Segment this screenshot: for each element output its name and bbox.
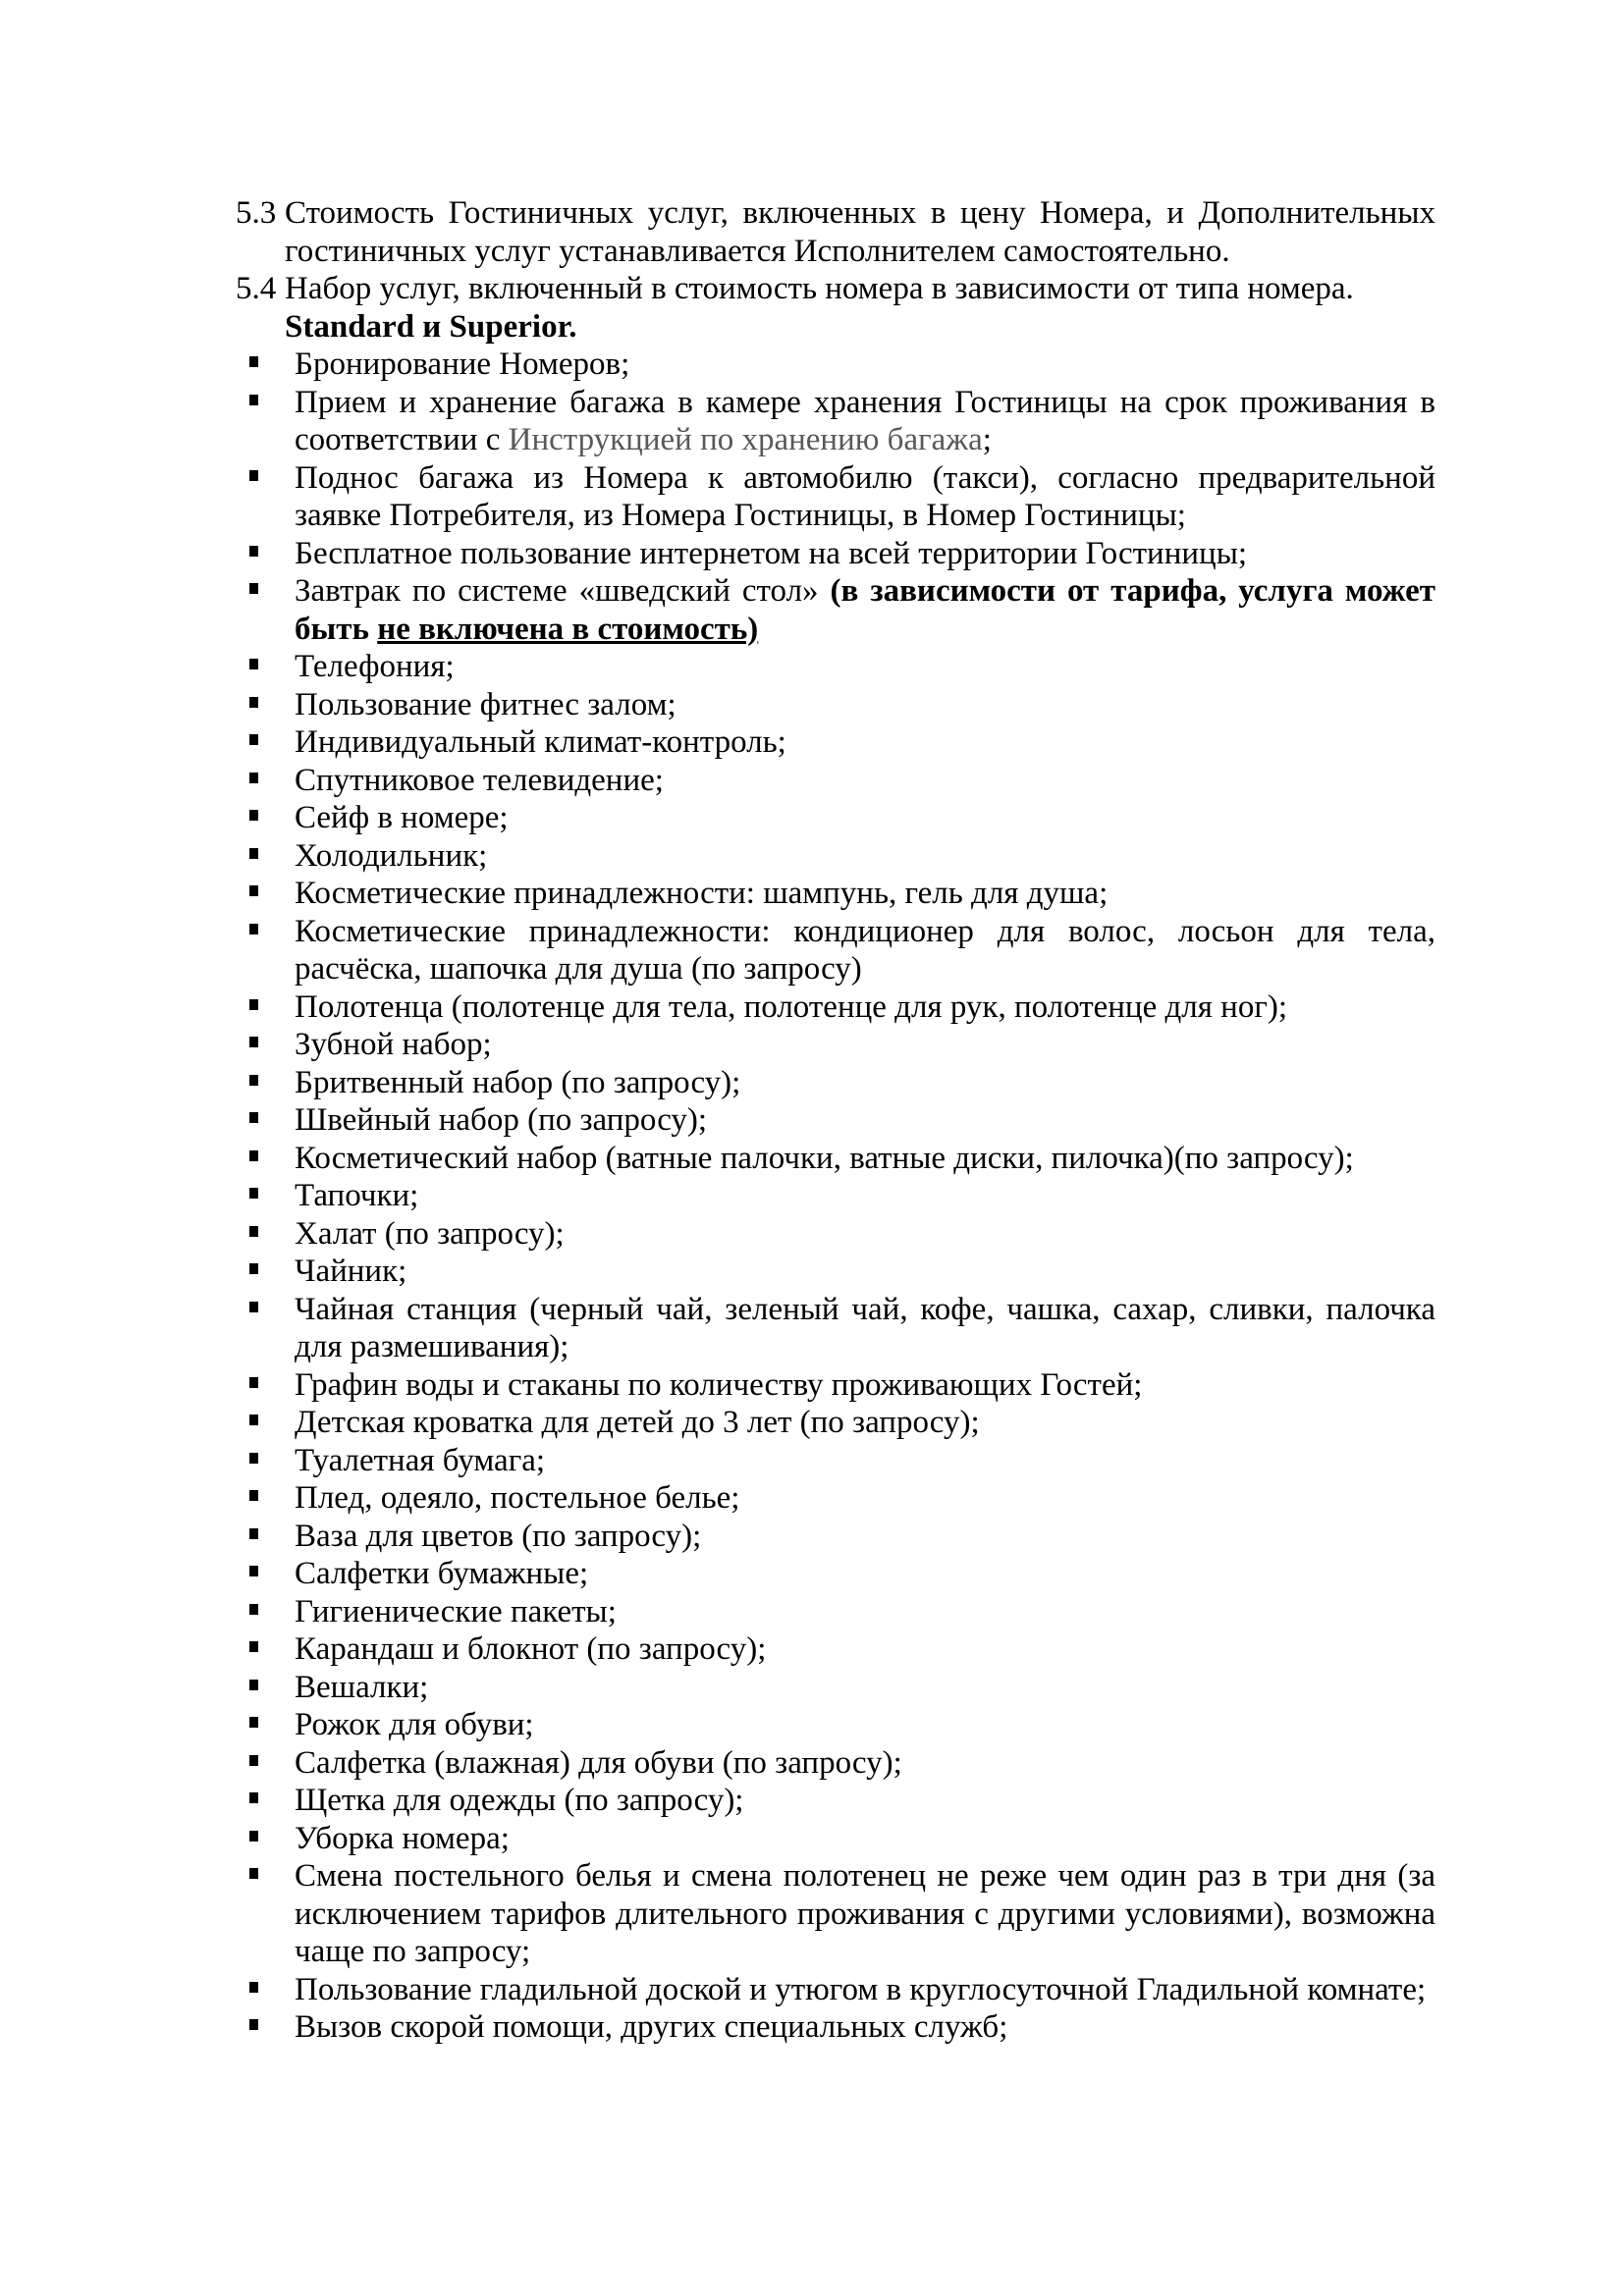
services-list — [236, 346, 1435, 648]
bullet-icon — [249, 1604, 258, 1615]
bullet-icon — [249, 1377, 258, 1388]
bullet-icon — [249, 1641, 258, 1652]
list-item — [236, 648, 1435, 686]
list-item — [236, 1518, 1435, 1556]
breakfast-note: (в зависимости от тарифа, услуга может быть — [295, 573, 1435, 647]
item-text: Смена постельного белья и смена полотенец не реже чем один раз в три дня (за исключением тарифов длительного проживания с другими условиями), возможна чаще по запросу; — [295, 1858, 1435, 1969]
breakfast-note-underlined: не включена в стоимость) — [377, 611, 759, 647]
list-item — [236, 1291, 1435, 1366]
luggage-instructions-link[interactable]: Инструкцией по хранению багажа — [508, 422, 983, 457]
item-text: ; — [982, 422, 992, 457]
item-text: Косметические принадлежности: кондиционер для волос, лосьон для тела, расчёска, шапочка для душа (по запросу) — [295, 913, 1435, 987]
item-text: Вешалки; — [295, 1669, 429, 1705]
item-text: Графин воды и стаканы по количеству проживающих Гостей; — [295, 1366, 1143, 1403]
item-text: Косметический набор (ватные палочки, ватные диски, пилочка)(по запросу); — [295, 1140, 1354, 1176]
item-text: Тапочки; — [295, 1178, 419, 1213]
list-item — [236, 799, 1435, 837]
list-item — [236, 875, 1435, 913]
list-item — [236, 1479, 1435, 1518]
list-item — [236, 1744, 1435, 1783]
item-text: Косметические принадлежности: шампунь, гель для душа; — [295, 876, 1109, 911]
bullet-icon — [249, 1037, 258, 1047]
section-number: 5.3 — [236, 195, 277, 231]
bullet-icon — [249, 697, 258, 708]
bullet-icon — [249, 1112, 258, 1123]
item-text: Вызов скорой помощи, других специальных служб; — [295, 2009, 1008, 2045]
item-text: Холодильник; — [295, 837, 488, 874]
item-text: Рожок для обуви; — [295, 1707, 534, 1742]
list-item — [236, 1253, 1435, 1291]
list-item — [236, 1706, 1435, 1744]
list-item — [236, 762, 1435, 800]
list-item — [236, 1140, 1435, 1178]
bullet-icon — [249, 1792, 258, 1803]
list-item — [236, 1669, 1435, 1707]
bullet-icon — [249, 734, 258, 745]
item-text: Полотенца (полотенце для тела, полотенце для рук, полотенце для ног); — [295, 988, 1288, 1025]
item-text: Бритвенный набор (по запросу); — [295, 1064, 741, 1100]
item-text: Бронирование Номеров; — [295, 347, 630, 382]
bullet-icon — [249, 583, 258, 594]
bullet-icon — [249, 2019, 258, 2030]
item-text: Прием и хранение багажа в камере хранения Гостиницы на срок проживания в соответствии с — [295, 384, 1435, 457]
list-item — [236, 2008, 1435, 2047]
bullet-icon — [249, 773, 258, 783]
bullet-icon — [249, 1868, 258, 1879]
bullet-icon — [249, 810, 258, 821]
item-text: Сейф в номере; — [295, 800, 509, 835]
list-item — [236, 1064, 1435, 1102]
list-item — [236, 913, 1435, 988]
item-text: Халат (по запросу); — [295, 1215, 565, 1252]
bullet-icon — [249, 395, 258, 405]
list-item — [236, 1857, 1435, 1971]
bullet-icon — [249, 1415, 258, 1425]
list-item — [236, 1177, 1435, 1215]
list-item — [236, 1366, 1435, 1405]
item-text: Индивидуальный климат-контроль; — [295, 724, 786, 760]
list-item — [236, 572, 1435, 648]
bullet-icon — [249, 1680, 258, 1690]
item-text: Плед, одеяло, постельное белье; — [295, 1480, 740, 1516]
item-text: Телефония; — [295, 649, 455, 684]
list-item — [236, 837, 1435, 876]
bullet-icon — [249, 1226, 258, 1237]
item-text: Щетка для одежды (по запросу); — [295, 1783, 744, 1818]
list-item — [236, 1782, 1435, 1820]
list-item — [236, 1593, 1435, 1631]
section-text: Стоимость Гостиничных услуг, включенных в цену Номера, и Дополнительных гостиничных услуг устанавливается Исполнителем самостоятельно. — [285, 195, 1435, 269]
bullet-icon — [249, 1453, 258, 1464]
list-item — [236, 1026, 1435, 1064]
item-text: Спутниковое телевидение; — [295, 762, 664, 798]
list-item — [236, 1215, 1435, 1254]
item-text: Бесплатное пользование интернетом на всей территории Гостиницы; — [295, 535, 1248, 571]
item-text: Салфетка (влажная) для обуви (по запросу); — [295, 1744, 902, 1781]
item-text: Швейный набор (по запросу); — [295, 1102, 708, 1138]
bullet-icon — [249, 546, 258, 557]
list-item — [236, 723, 1435, 762]
item-text: Гигиенические пакеты; — [295, 1593, 617, 1629]
item-text: Поднос багажа из Номера к автомобилю (такси), согласно предварительной заявке Потребителя, из Номера Гостиницы, в Номер Гостиницы; — [295, 459, 1435, 533]
bullet-icon — [249, 1302, 258, 1312]
list-item — [236, 384, 1435, 459]
item-text: Пользование гладильной доской и утюгом в круглосуточной Гладильной комнате; — [295, 1971, 1427, 2007]
list-item — [236, 1820, 1435, 1858]
section-text: Набор услуг, включенный в стоимость номера в зависимости от типа номера. — [285, 271, 1354, 306]
item-text: Детская кроватка для детей до 3 лет (по запросу); — [295, 1405, 980, 1440]
section-5-3 — [236, 194, 1435, 270]
bullet-icon — [249, 1566, 258, 1576]
bullet-icon — [249, 1982, 258, 1993]
item-text: Салфетки бумажные; — [295, 1556, 589, 1591]
item-text: Завтрак по системе «шведский стол» — [295, 573, 831, 609]
bullet-icon — [249, 1263, 258, 1274]
item-text: Туалетная бумага; — [295, 1442, 546, 1478]
item-text: Ваза для цветов (по запросу); — [295, 1518, 702, 1554]
item-text: Зубной набор; — [295, 1027, 492, 1062]
list-item — [236, 346, 1435, 384]
section-number: 5.4 — [236, 271, 277, 306]
list-item — [236, 1971, 1435, 2009]
bullet-icon — [249, 356, 258, 367]
item-text: Карандаш и блокнот (по запросу); — [295, 1631, 767, 1667]
bullet-icon — [249, 470, 258, 481]
bullet-icon — [249, 1528, 258, 1539]
bullet-icon — [249, 1150, 258, 1161]
bullet-icon — [249, 659, 258, 669]
bullet-icon — [249, 1755, 258, 1766]
item-text: Уборка номера; — [295, 1820, 510, 1856]
list-item — [236, 1555, 1435, 1593]
bullet-icon — [249, 1490, 258, 1501]
item-text: Чайная станция (черный чай, зеленый чай, кофе, чашка, сахар, сливки, палочка для размешивания); — [295, 1291, 1435, 1364]
list-item — [236, 686, 1435, 724]
bullet-icon — [249, 924, 258, 934]
bullet-icon — [249, 1831, 258, 1842]
bullet-icon — [249, 1188, 258, 1199]
room-type-heading: Standard и Superior. — [285, 308, 577, 345]
services-list-continued — [236, 648, 1435, 2047]
bullet-icon — [249, 1717, 258, 1728]
list-item — [236, 1404, 1435, 1442]
list-item — [236, 1101, 1435, 1140]
bullet-icon — [249, 1075, 258, 1086]
bullet-icon — [249, 848, 258, 859]
list-item — [236, 535, 1435, 573]
list-item — [236, 1630, 1435, 1669]
bullet-icon — [249, 999, 258, 1010]
list-item — [236, 1442, 1435, 1480]
item-text: Пользование фитнес залом; — [295, 686, 676, 722]
list-item — [236, 459, 1435, 535]
bullet-icon — [249, 885, 258, 896]
document-page — [236, 194, 1435, 2047]
item-text: Чайник; — [295, 1254, 407, 1289]
list-item — [236, 988, 1435, 1027]
section-5-4 — [236, 270, 1435, 308]
